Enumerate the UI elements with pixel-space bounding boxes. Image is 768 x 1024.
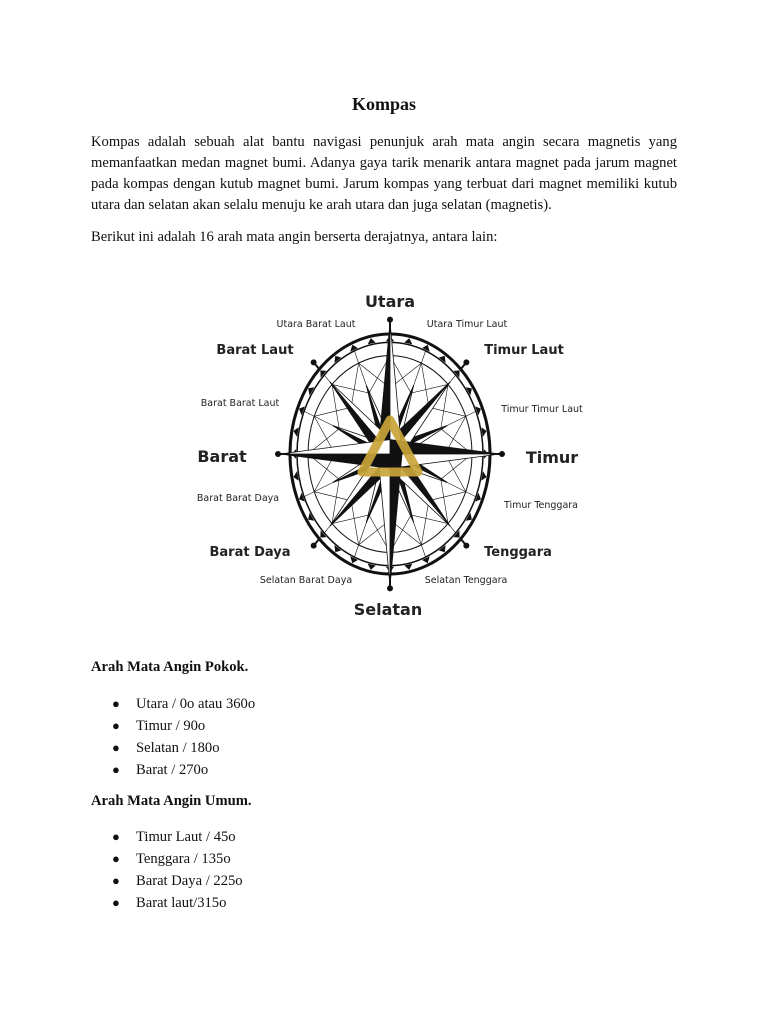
bullet-icon: ● (112, 873, 120, 888)
list-item (91, 848, 243, 870)
bullet-icon: ● (112, 895, 120, 910)
intro-paragraph: Kompas adalah sebuah alat bantu navigasi penunjuk arah mata angin secara magnetis yang memanfaatkan medan magnet bumi. Adanya gaya tarik menarik antara magnet pada jarum magnet pada kompas dengan kutub magnet bumi. Jarum kompas yang terbuat dari magnet memiliki kutub utara dan selatan akan selalu menuju ke arah utara dan juga selatan (magnetis). (91, 134, 677, 213)
direction-label-west-south-west: Barat Barat Daya (196, 493, 280, 504)
direction-label-south: Selatan (353, 600, 423, 619)
bullet-icon: ● (112, 829, 120, 844)
list-item (91, 826, 243, 848)
list-item (91, 715, 255, 737)
pointer-dot (311, 359, 317, 365)
web-line (332, 356, 390, 393)
bullet-icon: ● (112, 696, 120, 711)
list-item (91, 870, 243, 892)
direction-label-north: Utara (364, 292, 416, 311)
direction-label-south-east: Tenggara (484, 545, 552, 560)
pointer-dot (387, 317, 393, 323)
page-title: Kompas (351, 94, 416, 114)
web-line (441, 384, 472, 454)
direction-label-north-north-east: Utara Timur Laut (426, 319, 508, 330)
web-line (332, 515, 390, 552)
list-item (91, 892, 243, 914)
list-item (91, 759, 255, 781)
web-line (390, 356, 448, 393)
section-heading-general: Arah Mata Angin Umum. (91, 793, 252, 809)
bullet-icon: ● (112, 740, 120, 755)
pointer-dot (275, 451, 281, 457)
list-item-text: Barat Daya / 225o (136, 873, 243, 889)
list-item-text: Barat laut/315o (136, 895, 227, 911)
direction-label-east-north-east: Timur Timur Laut (501, 404, 583, 415)
list-item (91, 693, 255, 715)
compass-figure (184, 282, 604, 627)
direction-label-south-west: Barat Daya (209, 545, 291, 560)
pointer-dot (463, 543, 469, 549)
bullet-icon: ● (112, 851, 120, 866)
bullet-icon: ● (112, 718, 120, 733)
web-line (390, 515, 448, 552)
web-line (308, 454, 339, 524)
list-item-text: Selatan / 180o (136, 740, 220, 756)
direction-label-west-north-west: Barat Barat Laut (200, 398, 280, 409)
general-directions-list (91, 826, 243, 914)
direction-label-north-east: Timur Laut (484, 343, 564, 358)
pointer-dot (311, 543, 317, 549)
bullet-icon: ● (112, 762, 120, 777)
web-line (441, 454, 472, 524)
direction-label-north-north-west: Utara Barat Laut (276, 319, 356, 330)
list-item-text: Timur Laut / 45o (136, 829, 236, 845)
primary-directions-list (91, 693, 255, 781)
direction-label-south-south-east: Selatan Tenggara (424, 575, 508, 586)
web-line (308, 384, 339, 454)
list-item (91, 737, 255, 759)
direction-label-west: Barat (197, 447, 247, 466)
list-item-text: Tenggara / 135o (136, 851, 231, 867)
pointer-dot (463, 359, 469, 365)
list-item-text: Barat / 270o (136, 762, 209, 778)
pointer-dot (499, 451, 505, 457)
compass-rose-icon (184, 282, 604, 627)
direction-label-north-west: Barat Laut (216, 343, 294, 358)
list-item-text: Utara / 0o atau 360o (136, 696, 256, 712)
pointer-dot (387, 585, 393, 591)
section-heading-primary: Arah Mata Angin Pokok. (91, 659, 249, 675)
direction-label-east-south-east: Timur Tenggara (503, 500, 579, 511)
direction-label-east: Timur (525, 448, 579, 467)
list-intro-paragraph: Berikut ini adalah 16 arah mata angin berserta derajatnya, antara lain: (91, 229, 498, 245)
direction-label-south-south-west: Selatan Barat Daya (259, 575, 353, 586)
list-item-text: Timur / 90o (136, 718, 206, 734)
